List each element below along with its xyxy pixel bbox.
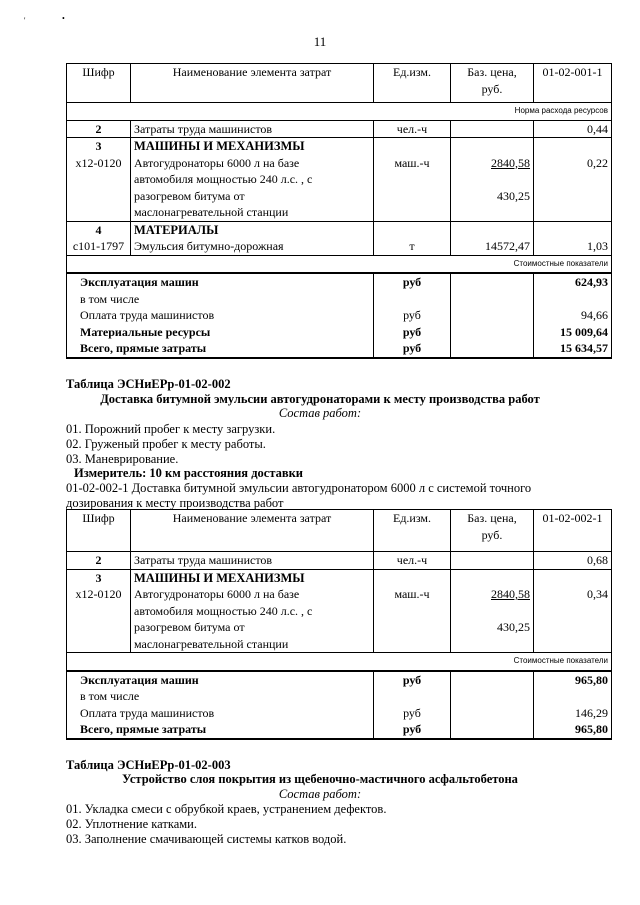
work-label-2: Состав работ: bbox=[278, 406, 362, 420]
material-code: с101-1797 bbox=[67, 238, 131, 255]
materials-section-title: МАТЕРИАЛЫ bbox=[131, 221, 374, 238]
work-item: 03. Заполнение смачивающей системы катков водой. bbox=[66, 832, 347, 846]
resource-table-2 bbox=[66, 509, 612, 740]
work-item: 01. Порожний пробег к месту загрузки. bbox=[66, 422, 276, 436]
labor-unit: чел.-ч bbox=[374, 120, 451, 138]
labor-num: 2 bbox=[67, 120, 131, 138]
cost-value: 965,80 bbox=[534, 671, 612, 689]
machine-line: Автогудронаторы 6000 л на базе bbox=[131, 586, 374, 603]
labor-num: 2 bbox=[67, 552, 131, 570]
header-name: Наименование элемента затрат bbox=[131, 510, 374, 552]
labor-value: 0,44 bbox=[534, 120, 612, 138]
material-price: 14572,47 bbox=[451, 238, 534, 255]
cost-unit: руб bbox=[374, 705, 451, 722]
machine-line: автомобиля мощностью 240 л.с. , с bbox=[131, 171, 374, 188]
cost-value: 146,29 bbox=[534, 705, 612, 722]
cost-unit: руб bbox=[374, 324, 451, 341]
cost-name: Оплата труда машинистов bbox=[67, 705, 374, 722]
cost-name: Оплата труда машинистов bbox=[67, 307, 374, 324]
cost-unit: руб bbox=[374, 671, 451, 689]
machines-num: 3 bbox=[67, 138, 131, 155]
machines-section-title: МАШИНЫ И МЕХАНИЗМЫ bbox=[131, 138, 374, 155]
cost-value: 624,93 bbox=[534, 273, 612, 291]
material-unit: т bbox=[374, 238, 451, 255]
cost-name: в том числе bbox=[67, 291, 374, 308]
material-name: Эмульсия битумно-дорожная bbox=[131, 238, 374, 255]
cost-unit: руб bbox=[374, 340, 451, 358]
page-number: 11 bbox=[313, 34, 327, 49]
work-item: 03. Маневрирование. bbox=[66, 452, 179, 466]
machine-price: 2840,58 bbox=[491, 155, 530, 170]
description-line: дозирования к месту производства работ bbox=[66, 496, 284, 510]
machine-unit: маш.-ч bbox=[374, 155, 451, 172]
header-rate-code: 01-02-001-1 bbox=[534, 64, 612, 103]
labor-value: 0,68 bbox=[534, 552, 612, 570]
machine-code: х12-0120 bbox=[67, 586, 131, 603]
labor-unit: чел.-ч bbox=[374, 552, 451, 570]
work-item: 02. Уплотнение катками. bbox=[66, 817, 197, 831]
machine-unit: маш.-ч bbox=[374, 586, 451, 603]
machine-price-2: 430,25 bbox=[451, 188, 534, 205]
work-item: 02. Груженый пробег к месту работы. bbox=[66, 437, 266, 451]
machine-line: маслонагревательной станции bbox=[131, 636, 374, 653]
cost-name: Эксплуатация машин bbox=[67, 671, 374, 689]
cost-value: 15 634,57 bbox=[534, 340, 612, 358]
header-price: Баз. цена, руб. bbox=[451, 510, 534, 552]
work-item: 01. Укладка смеси с обрубкой краев, устранением дефектов. bbox=[66, 802, 387, 816]
cost-value: 965,80 bbox=[534, 721, 612, 739]
header-unit: Ед.изм. bbox=[374, 64, 451, 103]
machine-line: маслонагревательной станции bbox=[131, 204, 374, 221]
machine-price-2: 430,25 bbox=[451, 619, 534, 636]
scan-speck: ' bbox=[24, 16, 26, 25]
machines-num: 3 bbox=[67, 569, 131, 586]
cost-name: в том числе bbox=[67, 688, 374, 705]
cost-value: 15 009,64 bbox=[534, 324, 612, 341]
section-heading-3: Устройство слоя покрытия из щебеночно-мастичного асфальтобетона bbox=[122, 772, 518, 786]
resource-table-1 bbox=[66, 63, 612, 359]
machines-section-title: МАШИНЫ И МЕХАНИЗМЫ bbox=[131, 569, 374, 586]
header-code: Шифр bbox=[67, 64, 131, 103]
machine-code: х12-0120 bbox=[67, 155, 131, 172]
cost-value: 94,66 bbox=[534, 307, 612, 324]
table-title-3: Таблица ЭСНиЕРр-01-02-003 bbox=[66, 758, 231, 772]
cost-name: Всего, прямые затраты bbox=[67, 340, 374, 358]
machine-value: 0,22 bbox=[534, 155, 612, 172]
section-heading-2: Доставка битумной эмульсии автогудронаторами к месту производства работ bbox=[100, 392, 540, 406]
machine-value: 0,34 bbox=[534, 586, 612, 603]
meter-label: Измеритель: 10 км расстояния доставки bbox=[74, 466, 304, 480]
cost-label: Стоимостные показатели bbox=[67, 255, 612, 273]
cost-name: Всего, прямые затраты bbox=[67, 721, 374, 739]
work-label-3: Состав работ: bbox=[278, 787, 362, 801]
scan-speck: • bbox=[62, 14, 65, 23]
machine-price: 2840,58 bbox=[491, 587, 530, 601]
machine-line: разогревом битума от bbox=[131, 188, 374, 205]
header-rate-code: 01-02-002-1 bbox=[534, 510, 612, 552]
cost-unit: руб bbox=[374, 721, 451, 739]
table-title-2: Таблица ЭСНиЕРр-01-02-002 bbox=[66, 377, 231, 391]
machine-line: разогревом битума от bbox=[131, 619, 374, 636]
labor-name: Затраты труда машинистов bbox=[131, 552, 374, 570]
header-price: Баз. цена, руб. bbox=[451, 64, 534, 103]
labor-name: Затраты труда машинистов bbox=[131, 120, 374, 138]
materials-num: 4 bbox=[67, 221, 131, 238]
header-code: Шифр bbox=[67, 510, 131, 552]
material-value: 1,03 bbox=[534, 238, 612, 255]
cost-name: Материальные ресурсы bbox=[67, 324, 374, 341]
header-name: Наименование элемента затрат bbox=[131, 64, 374, 103]
cost-name: Эксплуатация машин bbox=[67, 273, 374, 291]
norm-label: Норма расхода ресурсов bbox=[67, 103, 612, 121]
cost-unit: руб bbox=[374, 307, 451, 324]
cost-unit: руб bbox=[374, 273, 451, 291]
machine-line: Автогудронаторы 6000 л на базе bbox=[131, 155, 374, 172]
cost-label: Стоимостные показатели bbox=[67, 653, 612, 671]
machine-line: автомобиля мощностью 240 л.с. , с bbox=[131, 603, 374, 620]
description-line: 01-02-002-1 Доставка битумной эмульсии автогудронатором 6000 л с системой точного bbox=[66, 481, 532, 495]
header-unit: Ед.изм. bbox=[374, 510, 451, 552]
